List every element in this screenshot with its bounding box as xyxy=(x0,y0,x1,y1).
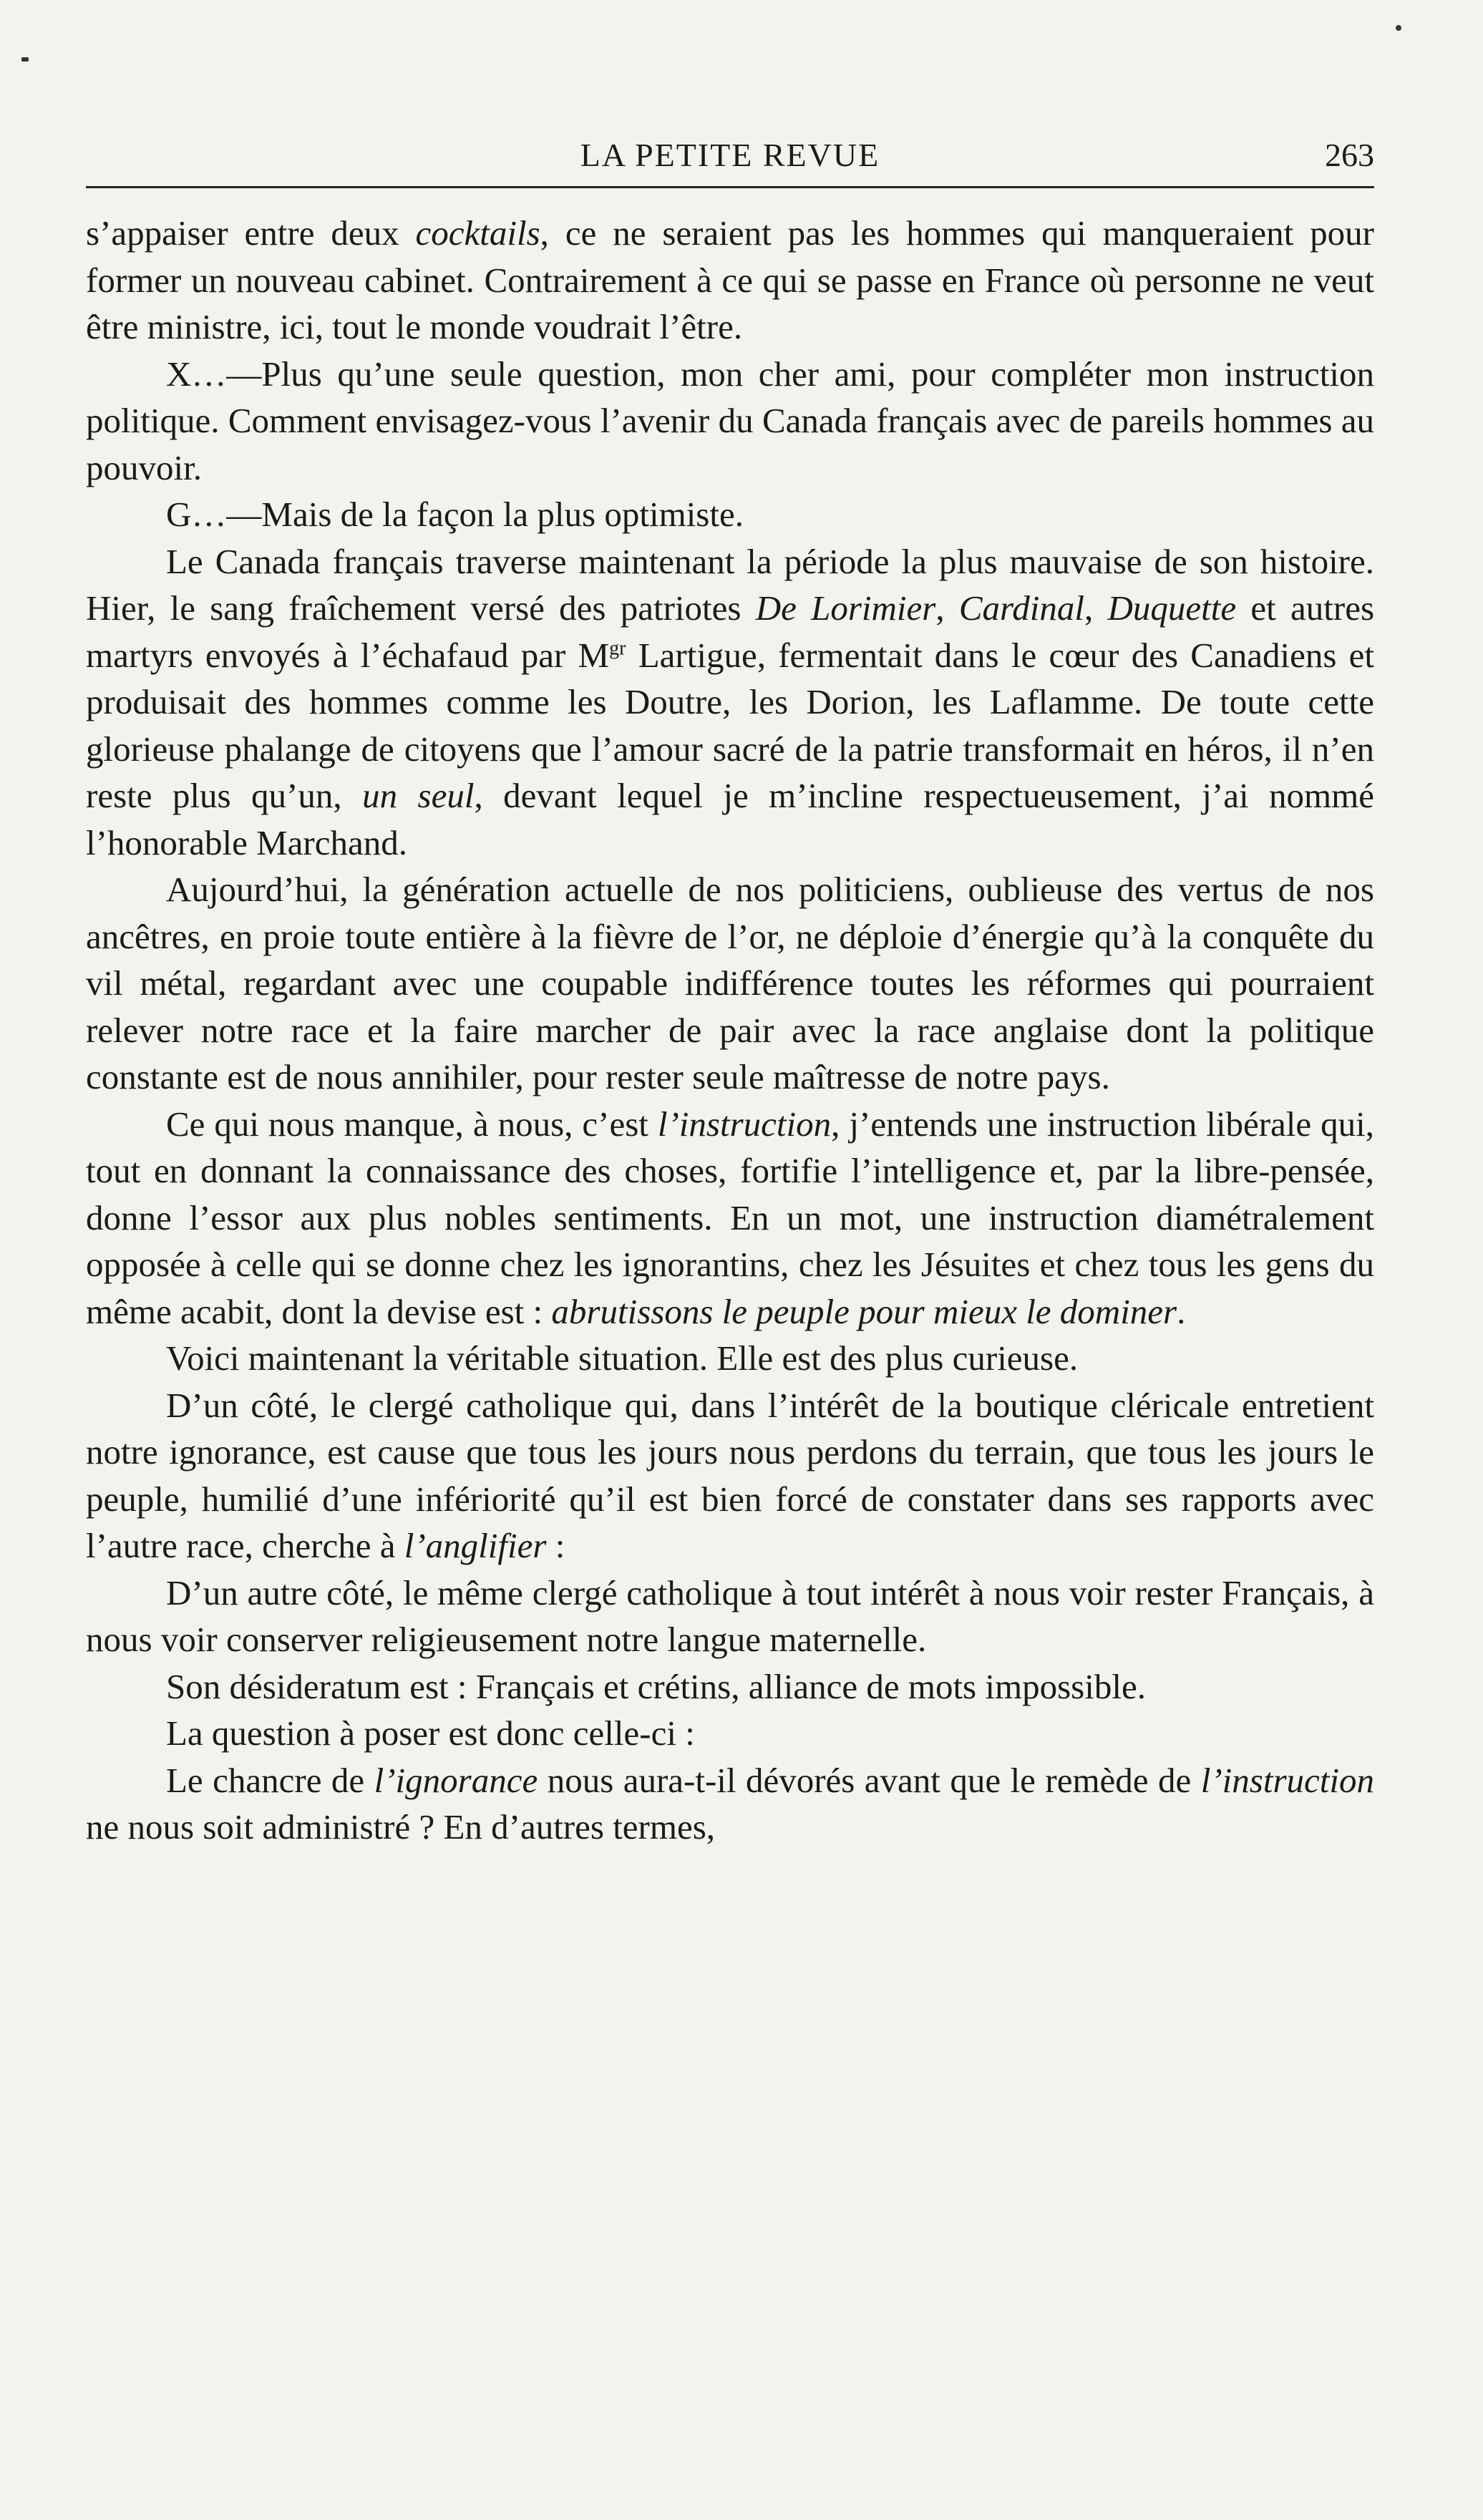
running-title: LA PETITE REVUE xyxy=(580,137,880,173)
text-run: G…—Mais de la façon la plus optimiste. xyxy=(166,495,744,534)
superscript-text: gr xyxy=(609,637,626,660)
italic-text: De Lorimier xyxy=(755,588,936,628)
text-run: X…—Plus qu’une seule question, mon cher ami, pour compléter mon instruction politique. Comment envisagez-vous l’avenir du Canada français avec de pareils hommes au pouvoir. xyxy=(86,354,1374,487)
italic-text: cocktails xyxy=(415,213,540,253)
text-run: Ce qui nous manque, à nous, c’est xyxy=(166,1104,658,1144)
text-run: , devant lequel je m’incline respectueusement, j’ai nommé l’honorable Marchand. xyxy=(86,776,1375,862)
italic-text: abrutissons le peuple pour mieux le dominer xyxy=(551,1291,1177,1331)
paragraph xyxy=(86,491,1374,538)
page-header xyxy=(86,107,1374,186)
text-run: , xyxy=(935,588,959,628)
paragraph xyxy=(86,1382,1374,1570)
text-run: . xyxy=(1177,1291,1186,1331)
page-number: 263 xyxy=(1325,137,1374,173)
book-page xyxy=(86,107,1374,1851)
text-run: D’un côté, le clergé catholique qui, dans l’intérêt de la boutique cléricale entretient notre ignorance, est cause que tous les jours nous perdons du terrain, que tous les jours le peuple, humilié d’une infériorité qu’il est bien forcé de constater dans ses rapports avec l’autre race, cherche à xyxy=(86,1385,1374,1565)
text-run: ne nous soit administré ? En d’autres termes, xyxy=(86,1807,716,1847)
italic-text: l’anglifier xyxy=(404,1526,547,1565)
text-run: Son désideratum est : Français et crétins, alliance de mots impossible. xyxy=(166,1666,1146,1706)
italic-text: Duquette xyxy=(1107,588,1237,628)
print-speck xyxy=(21,57,29,62)
paragraph xyxy=(86,538,1374,867)
italic-text: un seul xyxy=(362,776,475,815)
text-run: et autres martyrs envoyés à l’échafaud par M xyxy=(86,588,1375,675)
body-text xyxy=(86,210,1374,1851)
italic-text: l’instruction xyxy=(657,1104,832,1144)
paragraph xyxy=(86,1710,1374,1757)
text-run: : xyxy=(546,1526,565,1565)
header-rule xyxy=(86,186,1374,188)
text-run: , ce ne seraient pas les hommes qui manqueraient pour former un nouveau cabinet. Contrairement à ce qui se passe en France où personne ne veut être ministre, ici, tout le monde voudrait l’être. xyxy=(86,213,1375,346)
text-run: Le Canada français traverse maintenant la période la plus mauvaise de son histoire. Hier, le sang fraîchement versé des patriotes xyxy=(86,541,1374,628)
italic-text: Cardinal xyxy=(958,588,1085,628)
paragraph xyxy=(86,1335,1374,1382)
italic-text: l’instruction xyxy=(1200,1760,1374,1800)
text-run: Le chancre de xyxy=(166,1760,374,1800)
paragraph xyxy=(86,351,1374,492)
text-run: , j’entends une instruction libérale qui, tout en donnant la connaissance des choses, fortifie l’intelligence et, par la libre-pensée, donne l’essor aux plus nobles sentiments. En un mot, une instruction diamétralement opposée à celle qui se donne chez les ignorantins, chez les Jésuites et chez tous les gens du même acabit, dont la devise est : xyxy=(86,1104,1374,1331)
paragraph xyxy=(86,1570,1374,1663)
text-run: , xyxy=(1084,588,1108,628)
paragraph xyxy=(86,210,1374,351)
text-run: Lartigue, fermentait dans le cœur des Canadiens et produisait des hommes comme les Doutre, les Dorion, les Laflamme. De toute cette glorieuse phalange de citoyens que l’amour sacré de la patrie transformait en héros, il n’en reste plus qu’un, xyxy=(86,635,1375,815)
text-run: s’appaiser entre deux xyxy=(86,213,416,253)
print-speck xyxy=(1396,25,1401,31)
text-run: nous aura-t-il dévorés avant que le remède de xyxy=(538,1760,1201,1800)
text-run: D’un autre côté, le même clergé catholique à tout intérêt à nous voir rester Français, à nous voir conserver religieusement notre langue maternelle. xyxy=(86,1572,1374,1659)
text-run: Aujourd’hui, la génération actuelle de nos politiciens, oublieuse des vertus de nos ancêtres, en proie toute entière à la fièvre de l’or, ne déploie d’énergie qu’à la conquête du vil métal, regardant avec une coupable indifférence toutes les réformes qui pourraient relever notre race et la faire marcher de pair avec la race anglaise dont la politique constante est de nous annihiler, pour rester seule maîtresse de notre pays. xyxy=(86,870,1374,1096)
paragraph xyxy=(86,866,1374,1101)
paragraph xyxy=(86,1101,1374,1336)
text-run: Voici maintenant la véritable situation. Elle est des plus curieuse. xyxy=(166,1338,1079,1378)
italic-text: l’ignorance xyxy=(374,1760,538,1800)
paragraph xyxy=(86,1663,1374,1711)
text-run: La question à poser est donc celle-ci : xyxy=(166,1713,695,1753)
paragraph xyxy=(86,1757,1374,1851)
